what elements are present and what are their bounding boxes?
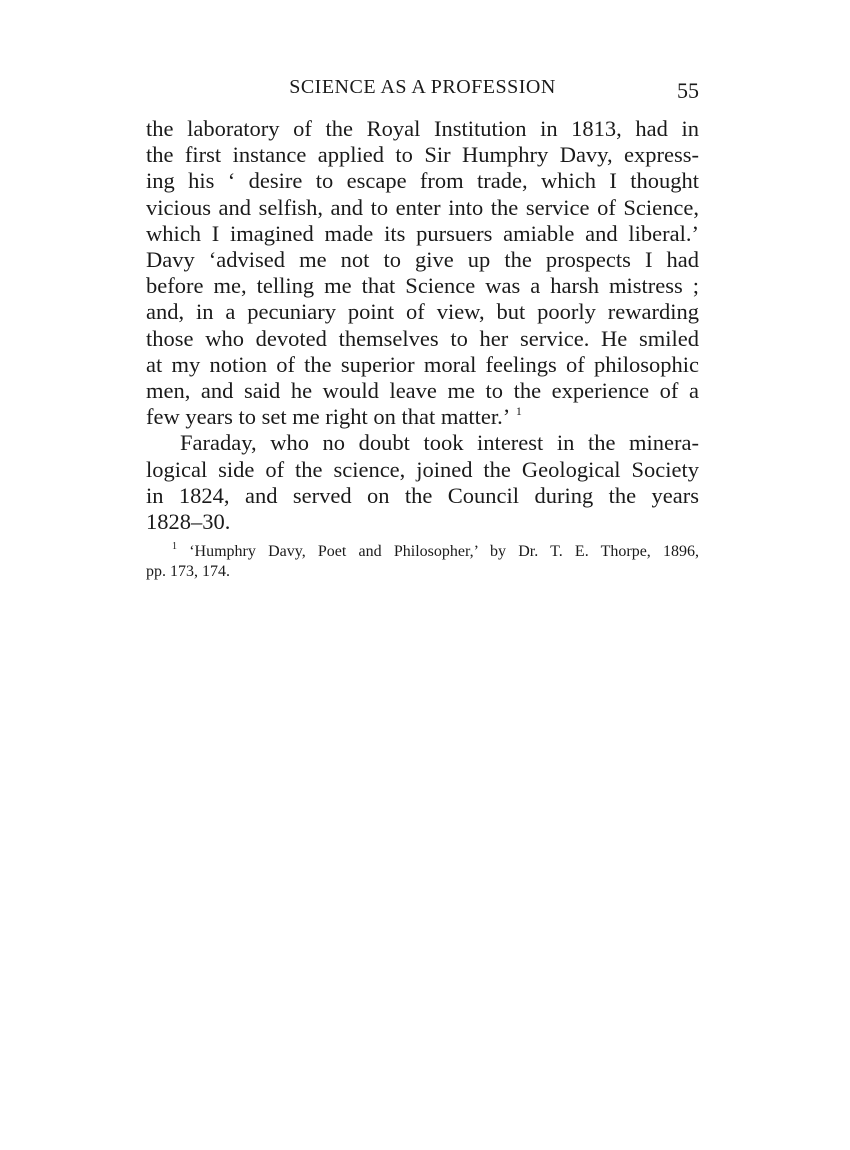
text-line: in 1824, and served on the Council during the years	[146, 482, 699, 508]
paragraph-1	[146, 116, 699, 430]
footnote-marker: 1	[172, 541, 177, 552]
text-line: 1828–30.	[146, 509, 231, 535]
text-line: ing his ‘ desire to escape from trade, which I thought	[146, 168, 699, 194]
footnote-line	[146, 542, 699, 562]
footnote-text: ‘Humphry Davy, Poet and Philosopher,’ by Dr. T. E. Thorpe, 1896,	[189, 543, 700, 560]
text-line: logical side of the science, joined the Geological Society	[146, 456, 699, 482]
text-line: which I imagined made its pursuers amiable and liberal.’	[146, 220, 699, 246]
text-line: the first instance applied to Sir Humphry Davy, express-	[146, 142, 699, 168]
text-line: at my notion of the superior moral feelings of philosophic	[146, 351, 699, 377]
footnote-reference[interactable]: 1	[515, 404, 522, 419]
paragraph-2	[146, 430, 699, 535]
text-line: those who devoted themselves to her service. He smiled	[146, 325, 699, 351]
text-line: Faraday, who no doubt took interest in the minera-	[180, 430, 699, 456]
text-line	[146, 404, 699, 430]
text-line: before me, telling me that Science was a harsh mistress ;	[146, 273, 699, 299]
text-line-content: few years to set me right on that matter.’	[146, 404, 511, 430]
page-number: 55	[677, 78, 699, 103]
text-line: and, in a pecuniary point of view, but poorly rewarding	[146, 299, 699, 325]
running-head	[146, 72, 699, 102]
text-line: Davy ‘advised me not to give up the prospects I had	[146, 247, 699, 273]
footnote-line: pp. 173, 174.	[146, 563, 230, 580]
body-text	[146, 116, 699, 535]
footnotes	[146, 542, 699, 582]
text-line: the laboratory of the Royal Institution in 1813, had in	[146, 116, 699, 141]
text-line: vicious and selfish, and to enter into the service of Science,	[146, 194, 699, 220]
text-line: men, and said he would leave me to the experience of a	[146, 378, 699, 404]
running-title: SCIENCE AS A PROFESSION	[289, 76, 556, 98]
